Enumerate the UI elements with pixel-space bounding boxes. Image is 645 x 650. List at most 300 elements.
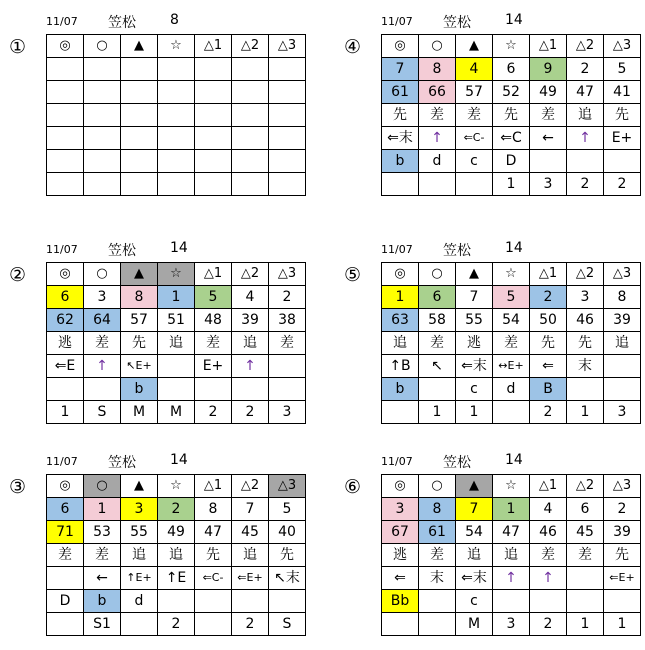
table-cell: ← xyxy=(84,567,121,590)
table-cell xyxy=(47,127,84,150)
table-cell: 46 xyxy=(530,521,567,544)
mark-header: ▲ xyxy=(121,35,158,58)
table-cell: 逃 xyxy=(456,332,493,355)
table-cell: 追 xyxy=(567,104,604,127)
table-cell: 5 xyxy=(493,286,530,309)
table-cell: 先 xyxy=(382,104,419,127)
header-row xyxy=(47,475,306,498)
table-cell: 6 xyxy=(47,498,84,521)
mark-header: △3 xyxy=(269,475,306,498)
table-cell xyxy=(232,150,269,173)
table-cell: 先 xyxy=(604,544,641,567)
table-cell: b xyxy=(121,378,158,401)
table-cell: 66 xyxy=(419,81,456,104)
table-cell: 7 xyxy=(382,58,419,81)
table-cell xyxy=(158,355,195,378)
table-cell: 4 xyxy=(456,58,493,81)
table-cell: D xyxy=(493,150,530,173)
table-cell: 63 xyxy=(382,309,419,332)
table-cell: 6 xyxy=(419,286,456,309)
table-cell: 6 xyxy=(567,498,604,521)
table-cell: ↑ xyxy=(567,127,604,150)
table-row xyxy=(47,613,306,636)
table-cell: 8 xyxy=(419,498,456,521)
mark-header: ☆ xyxy=(493,475,530,498)
table-row xyxy=(382,81,641,104)
table-cell: 2 xyxy=(158,498,195,521)
table-cell: d xyxy=(121,590,158,613)
mark-header: △2 xyxy=(567,35,604,58)
table-cell: S1 xyxy=(84,613,121,636)
table-cell xyxy=(232,81,269,104)
panel-number: ③ xyxy=(9,476,27,498)
table-cell xyxy=(121,81,158,104)
mark-header: ◎ xyxy=(47,35,84,58)
table-cell: 8 xyxy=(419,58,456,81)
mark-header: △1 xyxy=(195,263,232,286)
table-cell xyxy=(121,104,158,127)
table-cell xyxy=(158,173,195,196)
mark-header: ○ xyxy=(84,475,121,498)
table-cell: B xyxy=(530,378,567,401)
table-cell: 2 xyxy=(232,401,269,424)
table-row xyxy=(382,355,641,378)
table-cell xyxy=(269,58,306,81)
table-cell: 39 xyxy=(232,309,269,332)
table-cell: 6 xyxy=(493,58,530,81)
mark-header: △3 xyxy=(269,35,306,58)
table-cell: E+ xyxy=(604,127,641,150)
table-cell: S xyxy=(269,613,306,636)
table-cell xyxy=(493,401,530,424)
table-row xyxy=(47,498,306,521)
table-cell: 8 xyxy=(604,286,641,309)
mark-header: △1 xyxy=(530,475,567,498)
table-cell: 1 xyxy=(382,286,419,309)
table-cell: 差 xyxy=(567,544,604,567)
table-cell: 3 xyxy=(604,401,641,424)
table-cell: 差 xyxy=(84,544,121,567)
mark-header: △1 xyxy=(195,35,232,58)
table-cell: 5 xyxy=(269,498,306,521)
table-row xyxy=(47,590,306,613)
panel-number: ① xyxy=(9,36,27,58)
table-cell: 追 xyxy=(493,544,530,567)
table-cell: c xyxy=(456,378,493,401)
table-cell: ⇐末 xyxy=(456,567,493,590)
table-cell xyxy=(47,378,84,401)
panel-count: 14 xyxy=(505,452,523,468)
mark-header: △3 xyxy=(604,263,641,286)
table-cell xyxy=(84,127,121,150)
table-cell xyxy=(567,590,604,613)
table-cell: 1 xyxy=(84,498,121,521)
table-row xyxy=(382,332,641,355)
table-cell xyxy=(195,104,232,127)
panel-date: 11/07 xyxy=(381,455,413,468)
table-cell: 57 xyxy=(121,309,158,332)
table-cell: 差 xyxy=(47,544,84,567)
table-cell: S xyxy=(84,401,121,424)
table-cell: 追 xyxy=(232,332,269,355)
table-cell: 末 xyxy=(419,567,456,590)
table-row xyxy=(47,567,306,590)
table-cell: 1 xyxy=(47,401,84,424)
table-cell: 追 xyxy=(604,332,641,355)
table-cell: ⇐ xyxy=(530,355,567,378)
table-cell xyxy=(382,613,419,636)
mark-header: ○ xyxy=(419,263,456,286)
table-row xyxy=(47,286,306,309)
table-row xyxy=(47,401,306,424)
table-cell: 先 xyxy=(567,332,604,355)
table-cell: 41 xyxy=(604,81,641,104)
table-row xyxy=(382,378,641,401)
table-cell: ↑ xyxy=(419,127,456,150)
table-cell: 39 xyxy=(604,309,641,332)
panel-venue: 笠松 xyxy=(443,455,471,471)
table-cell xyxy=(382,401,419,424)
mark-header: ◎ xyxy=(47,263,84,286)
table-row xyxy=(382,173,641,196)
table-cell: 差 xyxy=(195,332,232,355)
mark-header: ☆ xyxy=(158,35,195,58)
panel-number: ④ xyxy=(344,36,362,58)
panel-venue: 笠松 xyxy=(108,15,136,31)
table-row xyxy=(382,127,641,150)
table-cell: 58 xyxy=(419,309,456,332)
table-cell: 45 xyxy=(567,521,604,544)
panel-venue: 笠松 xyxy=(108,455,136,471)
table-cell: 2 xyxy=(232,613,269,636)
table-cell xyxy=(158,104,195,127)
table-cell: ↑ xyxy=(84,355,121,378)
header-row xyxy=(382,35,641,58)
table-row xyxy=(47,355,306,378)
table-cell: 追 xyxy=(456,544,493,567)
table-cell: 4 xyxy=(530,498,567,521)
panel-count: 14 xyxy=(170,452,188,468)
table-cell: 先 xyxy=(121,332,158,355)
table-cell xyxy=(232,58,269,81)
table-cell: ↑ xyxy=(232,355,269,378)
table-row xyxy=(47,544,306,567)
table-cell: d xyxy=(419,150,456,173)
table-cell: 差 xyxy=(456,104,493,127)
table-cell: 62 xyxy=(47,309,84,332)
table-cell: ↑E xyxy=(158,567,195,590)
table-cell xyxy=(47,58,84,81)
table-cell: 64 xyxy=(84,309,121,332)
table-cell: 5 xyxy=(195,286,232,309)
panel-venue: 笠松 xyxy=(443,15,471,31)
table-row xyxy=(47,104,306,127)
table-cell: 57 xyxy=(456,81,493,104)
table-cell: 3 xyxy=(121,498,158,521)
panel-count: 14 xyxy=(505,240,523,256)
table-cell: 3 xyxy=(493,613,530,636)
table-cell: b xyxy=(382,150,419,173)
table-cell xyxy=(232,378,269,401)
table-cell: ⇐C xyxy=(493,127,530,150)
table-cell: 45 xyxy=(232,521,269,544)
table-cell: 2 xyxy=(567,58,604,81)
table-cell: 49 xyxy=(158,521,195,544)
mark-header: △1 xyxy=(530,263,567,286)
prediction-table xyxy=(381,474,641,636)
table-cell xyxy=(269,378,306,401)
table-cell: 逃 xyxy=(382,544,419,567)
table-cell xyxy=(232,173,269,196)
panel-date: 11/07 xyxy=(46,15,78,28)
mark-header: ▲ xyxy=(121,475,158,498)
table-cell: 2 xyxy=(530,286,567,309)
table-cell xyxy=(456,173,493,196)
table-cell: 3 xyxy=(269,401,306,424)
table-cell xyxy=(232,127,269,150)
table-cell xyxy=(269,355,306,378)
panel-venue: 笠松 xyxy=(108,243,136,259)
table-cell: ⇐E+ xyxy=(232,567,269,590)
table-cell xyxy=(269,81,306,104)
mark-header: ☆ xyxy=(158,263,195,286)
header-row xyxy=(382,475,641,498)
panel-number: ⑤ xyxy=(344,264,362,286)
table-cell: ↑B xyxy=(382,355,419,378)
prediction-table xyxy=(46,474,306,636)
header-row xyxy=(47,35,306,58)
table-cell xyxy=(47,81,84,104)
table-cell: 1 xyxy=(493,173,530,196)
table-row xyxy=(47,332,306,355)
table-cell xyxy=(195,150,232,173)
table-cell: 追 xyxy=(158,544,195,567)
table-cell: 48 xyxy=(195,309,232,332)
table-cell: 3 xyxy=(567,286,604,309)
table-cell: 1 xyxy=(493,498,530,521)
table-cell xyxy=(121,127,158,150)
table-cell: 2 xyxy=(567,173,604,196)
table-cell: 49 xyxy=(530,81,567,104)
table-cell: 7 xyxy=(456,286,493,309)
table-cell: 7 xyxy=(456,498,493,521)
table-cell: 61 xyxy=(419,521,456,544)
mark-header: ☆ xyxy=(493,263,530,286)
table-cell xyxy=(269,127,306,150)
table-cell: 1 xyxy=(419,401,456,424)
table-cell: 46 xyxy=(567,309,604,332)
table-cell xyxy=(158,58,195,81)
table-cell: 2 xyxy=(530,613,567,636)
table-cell: ↔E+ xyxy=(493,355,530,378)
mark-header: ◎ xyxy=(382,35,419,58)
table-row xyxy=(47,378,306,401)
table-cell xyxy=(47,150,84,173)
mark-header: ▲ xyxy=(121,263,158,286)
table-cell: 53 xyxy=(84,521,121,544)
mark-header: △3 xyxy=(604,475,641,498)
table-cell: ↑E+ xyxy=(121,567,158,590)
panel-count: 14 xyxy=(170,240,188,256)
table-cell: 38 xyxy=(269,309,306,332)
table-cell xyxy=(567,150,604,173)
table-row xyxy=(47,81,306,104)
table-cell xyxy=(158,81,195,104)
table-row xyxy=(47,150,306,173)
table-cell xyxy=(493,590,530,613)
table-cell: M xyxy=(158,401,195,424)
mark-header: ☆ xyxy=(158,475,195,498)
table-cell xyxy=(232,590,269,613)
table-cell xyxy=(121,613,158,636)
mark-header: △1 xyxy=(195,475,232,498)
table-row xyxy=(382,613,641,636)
table-cell xyxy=(567,567,604,590)
table-cell: 40 xyxy=(269,521,306,544)
mark-header: ◎ xyxy=(47,475,84,498)
table-cell: 6 xyxy=(47,286,84,309)
table-cell: 61 xyxy=(382,81,419,104)
table-cell: 3 xyxy=(530,173,567,196)
table-cell xyxy=(269,150,306,173)
table-cell xyxy=(530,590,567,613)
table-cell xyxy=(604,150,641,173)
table-row xyxy=(382,498,641,521)
table-cell: 差 xyxy=(84,332,121,355)
mark-header: △3 xyxy=(604,35,641,58)
table-cell xyxy=(158,150,195,173)
table-cell xyxy=(158,127,195,150)
table-cell: 54 xyxy=(493,309,530,332)
mark-header: △2 xyxy=(567,475,604,498)
table-cell: 71 xyxy=(47,521,84,544)
table-cell xyxy=(419,378,456,401)
table-cell: 2 xyxy=(604,498,641,521)
table-cell xyxy=(195,127,232,150)
table-cell xyxy=(382,173,419,196)
table-cell: 1 xyxy=(604,613,641,636)
table-cell xyxy=(195,590,232,613)
table-cell: c xyxy=(456,150,493,173)
table-cell: 差 xyxy=(530,104,567,127)
table-cell: 追 xyxy=(121,544,158,567)
table-cell: 5 xyxy=(604,58,641,81)
table-cell: b xyxy=(382,378,419,401)
table-cell: d xyxy=(493,378,530,401)
table-row xyxy=(382,58,641,81)
table-row xyxy=(382,150,641,173)
table-cell: 2 xyxy=(158,613,195,636)
table-cell xyxy=(84,378,121,401)
prediction-table xyxy=(46,34,306,196)
mark-header: △2 xyxy=(232,263,269,286)
table-cell: 47 xyxy=(567,81,604,104)
table-row xyxy=(382,521,641,544)
table-cell: ⇐ xyxy=(382,567,419,590)
table-cell xyxy=(84,104,121,127)
table-cell xyxy=(158,590,195,613)
table-cell xyxy=(47,567,84,590)
table-cell xyxy=(47,104,84,127)
prediction-table xyxy=(381,34,641,196)
table-row xyxy=(382,567,641,590)
table-cell: ↑ xyxy=(530,567,567,590)
table-cell: 2 xyxy=(195,401,232,424)
table-cell xyxy=(47,613,84,636)
table-cell: 先 xyxy=(493,104,530,127)
table-cell xyxy=(158,378,195,401)
table-cell: 先 xyxy=(530,332,567,355)
mark-header: ○ xyxy=(84,35,121,58)
table-row xyxy=(47,309,306,332)
table-cell: 先 xyxy=(604,104,641,127)
mark-header: △2 xyxy=(567,263,604,286)
table-cell xyxy=(195,378,232,401)
prediction-table xyxy=(46,262,306,424)
table-cell: ↑ xyxy=(493,567,530,590)
panel-date: 11/07 xyxy=(46,455,78,468)
table-cell: 8 xyxy=(121,286,158,309)
table-cell xyxy=(269,104,306,127)
table-cell: 差 xyxy=(419,332,456,355)
table-cell xyxy=(84,58,121,81)
table-cell: 47 xyxy=(195,521,232,544)
table-cell: 52 xyxy=(493,81,530,104)
table-cell xyxy=(269,173,306,196)
table-cell: ⇐末 xyxy=(382,127,419,150)
table-cell xyxy=(195,613,232,636)
table-cell: ⇐E xyxy=(47,355,84,378)
mark-header: ☆ xyxy=(493,35,530,58)
table-cell: 先 xyxy=(195,544,232,567)
table-cell: 3 xyxy=(382,498,419,521)
table-cell: 差 xyxy=(419,104,456,127)
panel-count: 8 xyxy=(170,12,179,28)
table-cell: 9 xyxy=(530,58,567,81)
table-row xyxy=(47,58,306,81)
table-row xyxy=(382,286,641,309)
table-cell: M xyxy=(121,401,158,424)
table-cell: ⇐末 xyxy=(456,355,493,378)
prediction-table xyxy=(381,262,641,424)
table-cell: 追 xyxy=(232,544,269,567)
table-row xyxy=(47,173,306,196)
mark-header: ◎ xyxy=(382,475,419,498)
table-cell xyxy=(604,355,641,378)
panel-number: ⑥ xyxy=(344,476,362,498)
mark-header: △1 xyxy=(530,35,567,58)
table-cell: E+ xyxy=(195,355,232,378)
table-cell: b xyxy=(84,590,121,613)
table-cell xyxy=(121,150,158,173)
mark-header: ◎ xyxy=(382,263,419,286)
table-cell: 3 xyxy=(84,286,121,309)
table-cell: 末 xyxy=(567,355,604,378)
table-cell: ↖末 xyxy=(269,567,306,590)
table-row xyxy=(47,521,306,544)
table-row xyxy=(382,401,641,424)
table-cell: 55 xyxy=(456,309,493,332)
table-cell xyxy=(269,590,306,613)
table-cell: 差 xyxy=(269,332,306,355)
table-cell: 1 xyxy=(567,613,604,636)
table-cell xyxy=(84,173,121,196)
table-cell: 1 xyxy=(158,286,195,309)
table-cell: D xyxy=(47,590,84,613)
table-cell xyxy=(604,590,641,613)
table-cell: 差 xyxy=(419,544,456,567)
table-cell: 逃 xyxy=(47,332,84,355)
